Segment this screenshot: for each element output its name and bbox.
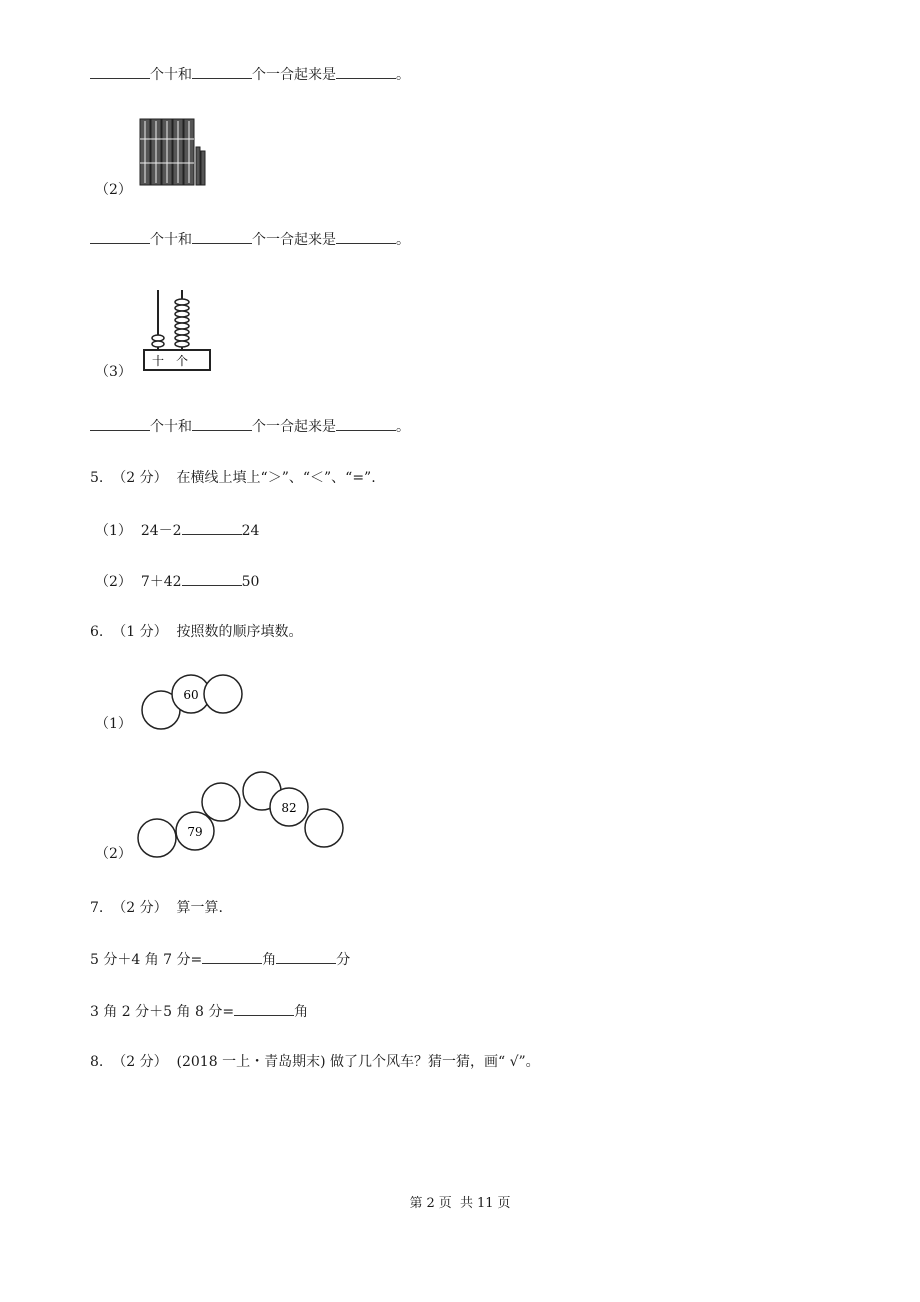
q7-line-1: 5 分＋4 角 7 分= 角 分 <box>90 949 350 970</box>
text-ones: 个一合起来是 <box>252 67 336 83</box>
item-label: （2） <box>95 182 132 198</box>
answer-blank[interactable] <box>182 520 242 535</box>
answer-blank[interactable] <box>336 64 396 79</box>
circle-value: 82 <box>281 801 297 815</box>
number-circles-2 <box>134 768 348 860</box>
fill-in-line-2: 个十和 个一合起来是 。 <box>90 229 410 250</box>
abacus-image <box>140 288 215 372</box>
item-label: （1） <box>95 716 132 732</box>
fill-in-line-3: 个十和 个一合起来是 。 <box>90 416 410 437</box>
question-7: 7. （2 分） 算一算. <box>90 900 223 916</box>
answer-blank[interactable] <box>182 571 242 586</box>
answer-blank[interactable] <box>90 416 150 431</box>
ones-label: 个 <box>175 354 189 368</box>
answer-blank[interactable] <box>192 64 252 79</box>
item-label: （3） <box>95 364 132 380</box>
answer-blank[interactable] <box>192 416 252 431</box>
circle-value: 60 <box>183 688 199 702</box>
stick-bundles-image <box>138 115 212 190</box>
answer-blank[interactable] <box>336 229 396 244</box>
answer-blank[interactable] <box>90 229 150 244</box>
fill-in-line-1: 个十和 个一合起来是 。 <box>90 64 410 85</box>
answer-blank[interactable] <box>234 1001 294 1016</box>
q7-line-2: 3 角 2 分＋5 角 8 分= 角 <box>90 1001 308 1022</box>
question-5: 5. （2 分） 在横线上填上“＞”、“＜”、“=”. <box>90 470 376 486</box>
answer-blank[interactable] <box>90 64 150 79</box>
q5-item-1: （1） 24－2 24 <box>95 520 259 541</box>
q5-item-2: （2） 7＋42 50 <box>95 571 259 592</box>
tens-label: 十 <box>151 354 165 368</box>
text-tens: 个十和 <box>150 67 192 83</box>
question-8: 8. （2 分） (2018 一上・青岛期末) 做了几个风车？猜一猜，画“ √”。 <box>90 1054 540 1070</box>
item-label: （2） <box>95 846 132 862</box>
answer-blank[interactable] <box>336 416 396 431</box>
number-circles-1 <box>140 672 246 732</box>
page-footer: 第 2 页 共 11 页 <box>409 1196 511 1211</box>
answer-blank[interactable] <box>276 949 336 964</box>
answer-blank[interactable] <box>202 949 262 964</box>
circle-value: 79 <box>187 825 203 839</box>
question-6: 6. （1 分） 按照数的顺序填数。 <box>90 624 303 640</box>
answer-blank[interactable] <box>192 229 252 244</box>
